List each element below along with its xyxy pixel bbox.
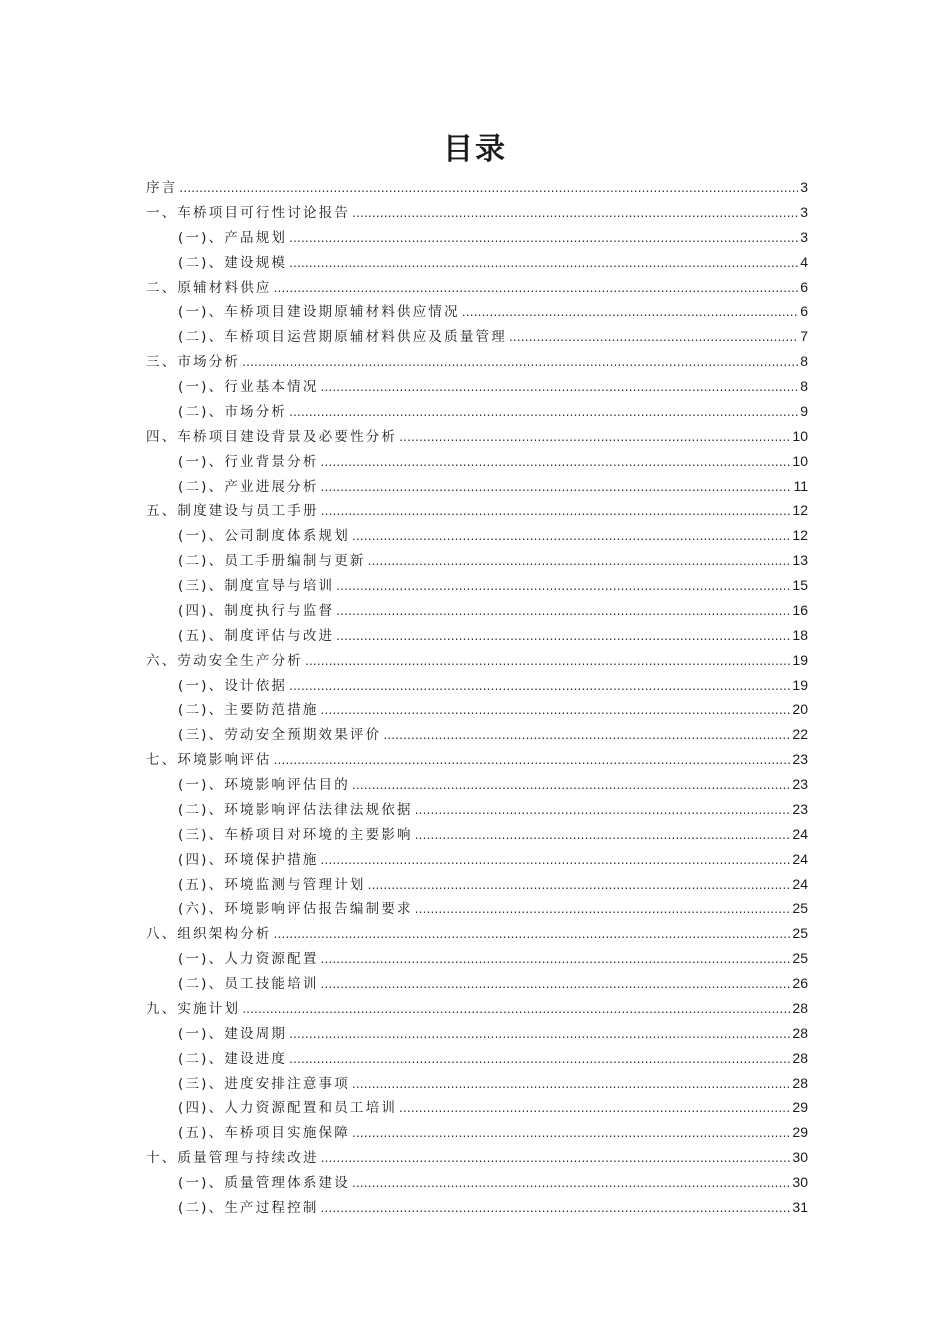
toc-dot-leader	[321, 450, 791, 475]
toc-dot-leader	[415, 798, 791, 823]
toc-dot-leader	[321, 972, 791, 997]
toc-page-number: 28	[792, 1049, 808, 1066]
toc-entry-text: 八、组织架构分析	[146, 926, 272, 943]
toc-section-entry[interactable]	[146, 722, 808, 747]
toc-page-number: 31	[792, 1198, 808, 1215]
toc-page-number: 24	[792, 850, 808, 867]
toc-dot-leader	[462, 300, 798, 325]
toc-dot-leader	[352, 1171, 790, 1196]
toc-entry-text: (一)、人力资源配置	[178, 951, 319, 968]
toc-section-entry[interactable]	[146, 673, 808, 698]
toc-entry-text: 五、制度建设与员工手册	[146, 503, 319, 520]
toc-dot-leader	[321, 1146, 791, 1171]
toc-section-entry[interactable]	[146, 623, 808, 648]
toc-entry-text: 六、劳动安全生产分析	[146, 652, 303, 669]
toc-section-entry[interactable]	[146, 772, 808, 797]
toc-page-number: 25	[792, 925, 808, 942]
toc-dot-leader	[399, 425, 790, 450]
toc-page-number: 19	[792, 676, 808, 693]
toc-page-number: 28	[792, 1024, 808, 1041]
toc-entry-text: (三)、车桥项目对环境的主要影响	[178, 826, 413, 843]
toc-page-number: 4	[800, 253, 808, 270]
toc-chapter-entry[interactable]	[146, 200, 808, 225]
toc-section-entry[interactable]	[146, 598, 808, 623]
toc-dot-leader	[399, 1096, 790, 1121]
toc-entry-text: (一)、质量管理体系建设	[178, 1175, 350, 1191]
toc-section-entry[interactable]	[146, 1046, 808, 1071]
toc-entry-text: (一)、车桥项目建设期原辅材料供应情况	[178, 304, 460, 321]
toc-page-number: 29	[792, 1099, 808, 1116]
toc-page-number: 22	[792, 726, 808, 743]
toc-page-number: 28	[792, 999, 808, 1016]
toc-dot-leader	[179, 176, 798, 201]
toc-page-number: 13	[792, 552, 808, 569]
toc-dot-leader	[274, 276, 799, 301]
toc-section-entry[interactable]	[146, 324, 808, 349]
toc-page-number: 30	[792, 1174, 808, 1190]
toc-section-entry[interactable]	[146, 1071, 808, 1096]
toc-page-number: 3	[800, 179, 808, 195]
toc-page-number: 19	[792, 651, 808, 668]
toc-dot-leader	[321, 848, 791, 873]
toc-page-number: 6	[800, 278, 808, 295]
toc-dot-leader	[321, 499, 791, 524]
toc-page-number: 12	[792, 502, 808, 519]
toc-chapter-entry[interactable]	[146, 747, 808, 772]
toc-entry-text: (一)、公司制度体系规划	[178, 528, 350, 545]
toc-page-number: 8	[800, 353, 808, 370]
toc-dot-leader	[242, 997, 790, 1022]
toc-entry-text: (四)、制度执行与监督	[178, 602, 335, 619]
toc-entry-text: (一)、环境影响评估目的	[178, 777, 350, 793]
toc-entry-text: (一)、行业基本情况	[178, 379, 319, 395]
toc-entry-text: (五)、环境监测与管理计划	[178, 876, 366, 893]
toc-entry-text: (二)、员工技能培训	[178, 976, 319, 992]
toc-chapter-entry[interactable]	[146, 921, 808, 946]
toc-dot-leader	[415, 897, 791, 922]
toc-section-entry[interactable]	[146, 872, 808, 897]
toc-entry-text: (四)、环境保护措施	[178, 851, 319, 868]
toc-section-entry[interactable]	[146, 822, 808, 847]
toc-section-entry[interactable]	[146, 449, 808, 474]
toc-dot-leader	[289, 1047, 790, 1072]
toc-entry-text: 七、环境影响评估	[146, 752, 272, 769]
toc-chapter-entry[interactable]	[146, 996, 808, 1021]
toc-page-number: 29	[792, 1124, 808, 1141]
toc-entry-text: (五)、车桥项目实施保障	[178, 1125, 350, 1142]
toc-entry-text: (二)、市场分析	[178, 403, 288, 420]
toc-dot-leader	[321, 1196, 791, 1221]
toc-page-number: 11	[793, 477, 808, 494]
toc-entry-text: 一、车桥项目可行性讨论报告	[146, 204, 351, 221]
toc-dot-leader	[509, 325, 798, 350]
toc-entry-text: (二)、员工手册编制与更新	[178, 553, 366, 570]
toc-dot-leader	[352, 201, 798, 226]
toc-entry-text: (二)、建设规模	[178, 254, 288, 271]
toc-section-entry[interactable]	[146, 299, 808, 324]
toc-title: 目录	[443, 132, 507, 167]
toc-entry-text: (一)、产品规划	[178, 229, 288, 246]
toc-chapter-entry[interactable]	[146, 275, 808, 300]
toc-dot-leader	[321, 375, 799, 400]
toc-dot-leader	[368, 873, 791, 898]
toc-page-number: 20	[792, 701, 808, 718]
toc-dot-leader	[289, 226, 798, 251]
toc-page-number: 30	[792, 1149, 808, 1166]
toc-entry-text: (三)、进度安排注意事项	[178, 1075, 350, 1092]
toc-page-number: 9	[800, 402, 808, 419]
toc-page-number: 3	[800, 203, 808, 220]
toc-section-entry[interactable]	[146, 1021, 808, 1046]
toc-entry-text: 九、实施计划	[146, 1000, 241, 1017]
toc-entry-text: (四)、人力资源配置和员工培训	[178, 1100, 398, 1117]
toc-entry-text: 序言	[146, 180, 178, 196]
toc-dot-leader	[352, 1121, 790, 1146]
toc-dot-leader	[352, 773, 790, 798]
toc-page-number: 23	[792, 776, 808, 792]
toc-page-number: 15	[792, 577, 808, 593]
toc-dot-leader	[274, 748, 791, 773]
toc-dot-leader	[336, 574, 790, 599]
toc-page-number: 3	[800, 228, 808, 245]
toc-entry-text: 十、质量管理与持续改进	[146, 1150, 319, 1167]
toc-entry-text: (一)、设计依据	[178, 677, 288, 694]
toc-dot-leader	[352, 1072, 790, 1097]
toc-page-number: 28	[792, 1074, 808, 1091]
toc-entry-text: (一)、建设周期	[178, 1025, 288, 1042]
toc-section-entry[interactable]	[146, 1195, 808, 1220]
toc-section-entry[interactable]	[146, 225, 808, 250]
toc-entry-text: (二)、产业进展分析	[178, 478, 319, 495]
toc-page-number: 23	[792, 751, 808, 768]
toc-dot-leader	[321, 947, 791, 972]
toc-section-entry[interactable]	[146, 697, 808, 722]
toc-entry-text: 四、车桥项目建设背景及必要性分析	[146, 428, 398, 445]
toc-section-entry[interactable]	[146, 1095, 808, 1120]
toc-section-entry[interactable]	[146, 847, 808, 872]
toc-dot-leader	[289, 1022, 790, 1047]
toc-page-number: 26	[792, 975, 808, 991]
toc-entry-text: (二)、主要防范措施	[178, 702, 319, 719]
toc-section-entry[interactable]	[146, 1170, 808, 1195]
toc-dot-leader	[336, 599, 790, 624]
toc-page-number: 18	[792, 626, 808, 643]
toc-dot-leader	[368, 549, 791, 574]
toc-dot-leader	[383, 723, 790, 748]
toc-entry-text: (二)、建设进度	[178, 1050, 288, 1067]
toc-section-entry[interactable]	[146, 250, 808, 275]
toc-page-number: 8	[800, 378, 808, 394]
toc-entry-text: (六)、环境影响评估报告编制要求	[178, 901, 413, 918]
toc-section-entry[interactable]	[146, 374, 808, 399]
toc-entry-text: (三)、制度宣导与培训	[178, 578, 335, 594]
toc-section-entry[interactable]	[146, 797, 808, 822]
toc-dot-leader	[289, 674, 790, 699]
toc-dot-leader	[305, 649, 790, 674]
toc-page-number: 10	[792, 452, 808, 469]
toc-dot-leader	[242, 350, 798, 375]
toc-section-entry[interactable]	[146, 523, 808, 548]
toc-entry-text: (二)、车桥项目运营期原辅材料供应及质量管理	[178, 329, 507, 346]
toc-section-entry[interactable]	[146, 896, 808, 921]
toc-entry-text: (一)、行业背景分析	[178, 453, 319, 470]
toc-section-entry[interactable]	[146, 971, 808, 996]
toc-entry-text: (五)、制度评估与改进	[178, 627, 335, 644]
toc-dot-leader	[415, 823, 791, 848]
toc-page-number: 25	[792, 950, 808, 967]
toc-chapter-entry[interactable]	[146, 175, 808, 200]
toc-section-entry[interactable]	[146, 1120, 808, 1145]
toc-page-number: 23	[792, 800, 808, 817]
toc-section-entry[interactable]	[146, 474, 808, 499]
toc-page-number: 12	[792, 527, 808, 544]
toc-page-number: 10	[792, 427, 808, 444]
toc-entry-text: 三、市场分析	[146, 354, 241, 371]
toc-dot-leader	[352, 524, 790, 549]
toc-entry-text: (二)、环境影响评估法律法规依据	[178, 801, 413, 818]
toc-section-entry[interactable]	[146, 573, 808, 598]
toc-dot-leader	[289, 251, 798, 276]
toc-page-number: 24	[792, 875, 808, 892]
toc-dot-leader	[321, 475, 792, 500]
toc-entry-text: (二)、生产过程控制	[178, 1199, 319, 1216]
toc-dot-leader	[274, 922, 791, 947]
toc-section-entry[interactable]	[146, 946, 808, 971]
toc-page-number: 7	[800, 328, 808, 345]
toc-section-entry[interactable]	[146, 548, 808, 573]
toc-dot-leader	[289, 400, 798, 425]
toc-entry-text: 二、原辅材料供应	[146, 279, 272, 296]
toc-chapter-entry[interactable]	[146, 349, 808, 374]
toc-dot-leader	[336, 624, 790, 649]
toc-list	[146, 175, 808, 1220]
toc-page-number: 25	[792, 900, 808, 917]
toc-dot-leader	[321, 698, 791, 723]
toc-chapter-entry[interactable]	[146, 424, 808, 449]
toc-page-number: 24	[792, 825, 808, 842]
toc-section-entry[interactable]	[146, 399, 808, 424]
toc-chapter-entry[interactable]	[146, 1145, 808, 1170]
toc-chapter-entry[interactable]	[146, 498, 808, 523]
toc-page-number: 16	[792, 601, 808, 618]
toc-page-number: 6	[800, 303, 808, 320]
toc-entry-text: (三)、劳动安全预期效果评价	[178, 727, 382, 744]
toc-chapter-entry[interactable]	[146, 648, 808, 673]
